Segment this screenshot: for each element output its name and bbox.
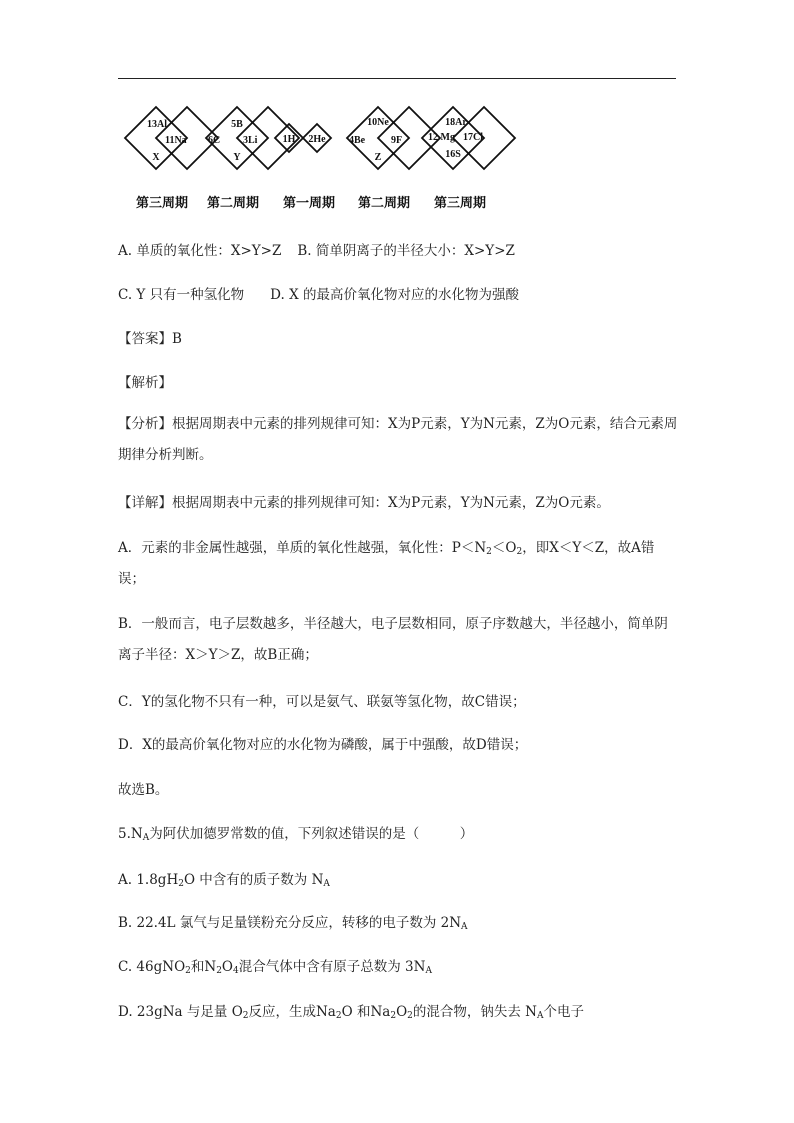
- cell-13al: 13Al: [147, 119, 167, 130]
- cell-9f: 9F: [391, 135, 403, 146]
- q4-detail: 【详解】根据周期表中元素的排列规律可知：X为P元素，Y为N元素，Z为O元素。: [118, 495, 610, 511]
- q4-options-cd: [118, 285, 519, 305]
- q4-detail-d: D．X的最高价氧化物对应的水化物为磷酸，属于中强酸，故D错误；: [118, 737, 528, 753]
- period-label-3: 第一周期: [283, 196, 336, 211]
- q4-detail-a: A．元素的非金属性越强，单质的氧化性越强，氧化性：$P<N_2<O_2$，即X＜Y＜Z，故A错误；: [118, 540, 655, 587]
- cell-3li: 3Li: [243, 135, 258, 146]
- q4-detail-c: C．Y的氢化物不只有一种，可以是氨气、联氨等氢化物，故C错误；: [118, 694, 526, 710]
- cell-17cl: 17Cl: [463, 132, 483, 143]
- q5-stem: $5.N_A$为阿伏加德罗常数的值，下列叙述错误的是（ ）: [118, 826, 474, 843]
- q4-answer: 【答案】B: [118, 331, 182, 347]
- cell-5b: 5B: [231, 119, 243, 130]
- q5-option-a: A. $1.8gH_2O$ 中含有的质子数为 $N_A$: [118, 872, 330, 889]
- cell-z: Z: [374, 152, 382, 163]
- period-label-2: 第二周期: [207, 196, 260, 211]
- q4-option-c: C. Y 只有一种氢化物: [118, 287, 245, 303]
- header-rule: [118, 78, 676, 79]
- q5-option-c: C. 46gNO$_2$和$N_2O_4$混合气体中含有原子总数为 $3N_A$: [118, 959, 432, 976]
- q4-conclusion: 故选B。: [118, 782, 169, 798]
- q4-analysis: 【分析】根据周期表中元素的排列规律可知：X为P元素，Y为N元素，Z为O元素，结合元素周期律分析判断。: [118, 416, 678, 463]
- q4-option-b: B. 简单阴离子的半径大小：X>Y>Z: [297, 243, 515, 259]
- cell-6c: 6C: [208, 135, 221, 146]
- cell-x: X: [152, 152, 160, 163]
- q5-option-d: D. 23gNa 与足量 $O_2$反应，生成$Na_2O$ 和$Na_2O_2$的混合物，钠失去 $N_A$个电子: [118, 1004, 584, 1021]
- period-label-1: 第三周期: [136, 196, 189, 211]
- period-label-5: 第三周期: [434, 196, 487, 211]
- cell-12mg: 12 Mg: [428, 132, 455, 143]
- q4-options-ab: [118, 241, 515, 261]
- q4-option-a: A. 单质的氧化性：X>Y>Z: [118, 243, 282, 259]
- q4-detail-b: B．一般而言，电子层数越多，半径越大，电子层数相同，原子序数越大，半径越小，简单阴离子半径：X＞Y＞Z，故B正确；: [118, 616, 668, 663]
- cell-y: Y: [233, 152, 241, 163]
- cell-18ar: 18Ar: [445, 117, 467, 128]
- q4-analysis-title: 【解析】: [118, 375, 172, 391]
- q4-option-d: D. X 的最高价氧化物对应的水化物为强酸: [270, 287, 519, 303]
- cell-10ne: 10Ne: [367, 117, 389, 128]
- cell-1h: 1H: [282, 134, 296, 145]
- cell-4be: 4Be: [349, 135, 366, 146]
- period-label-4: 第二周期: [358, 196, 411, 211]
- period-labels: [118, 192, 518, 214]
- periodic-diamond-diagram: [118, 96, 518, 180]
- q5-option-b: B. 22.4L 氯气与足量镁粉充分反应，转移的电子数为 $2N_A$: [118, 915, 468, 932]
- cell-11na: 11Na: [165, 135, 187, 146]
- diamond-svg: [118, 96, 518, 176]
- cell-16s: 16S: [445, 149, 461, 160]
- cell-2he: 2He: [308, 134, 326, 145]
